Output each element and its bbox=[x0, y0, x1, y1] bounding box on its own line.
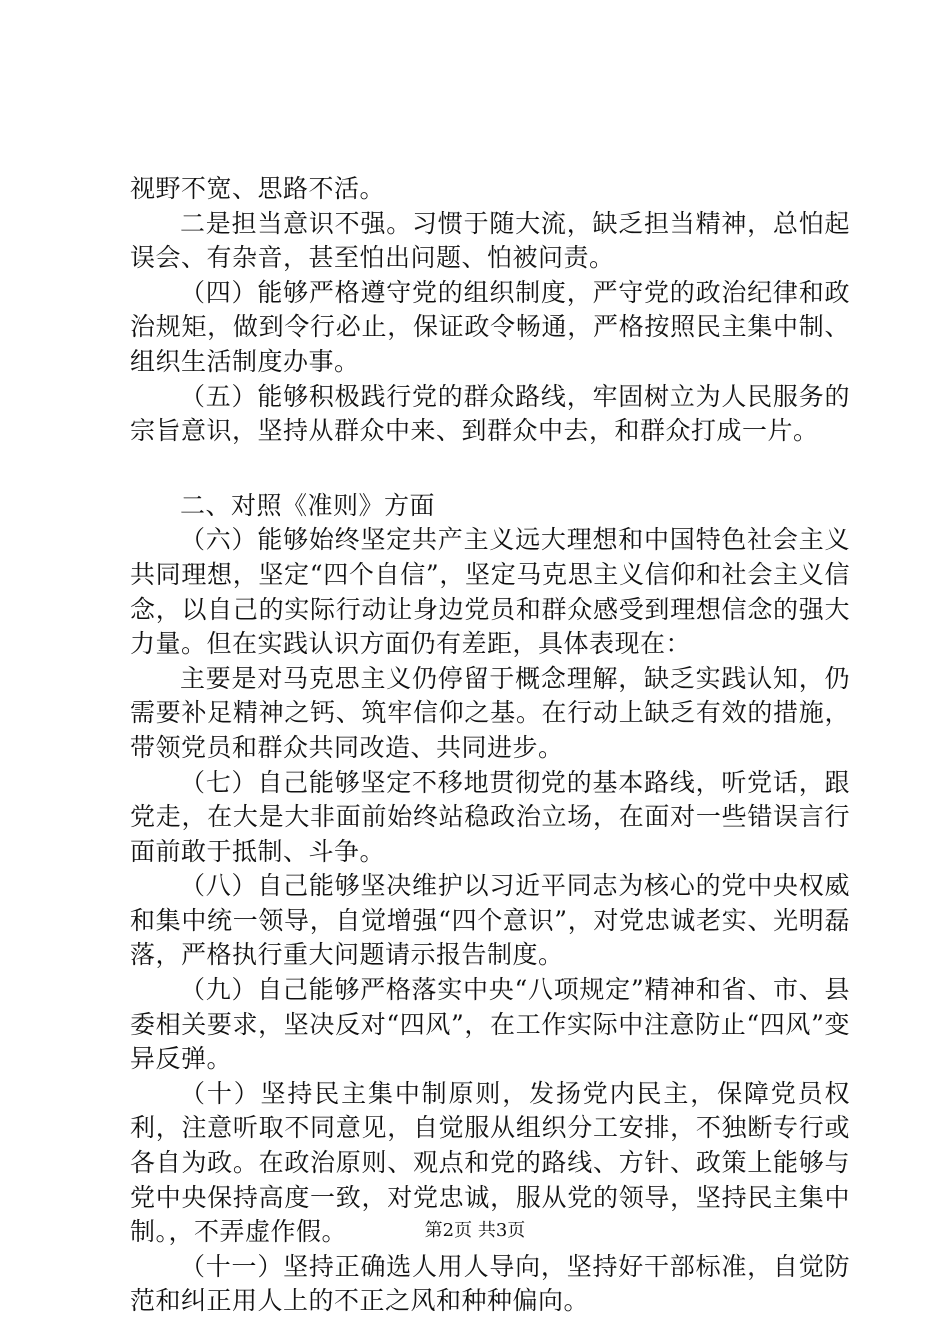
paragraph-item-10: （十）坚持民主集中制原则，发扬党内民主，保障党员权利，注意听取不同意见，自觉服从组织分工安排，不独断专行或各自为政。在政治原则、观点和党的路线、方针、政策上能够与党中央保持高度一致，对党忠诚，服从党的领导，坚持民主集中制。，不弄虚作假。 bbox=[130, 1078, 850, 1247]
page-footer bbox=[0, 1216, 950, 1242]
paragraph-main-issue: 主要是对马克思主义仍停留于概念理解，缺乏实践认知，仍需要补足精神之钙、筑牢信仰之基。在行动上缺乏有效的措施，带领党员和群众共同改造、共同进步。 bbox=[130, 663, 850, 762]
paragraph-item-9: （九）自己能够严格落实中央“八项规定”精神和省、市、县委相关要求，坚决反对“四风”，在工作实际中注意防止“四风”变异反弹。 bbox=[130, 975, 850, 1074]
paragraph-continuation: 视野不宽、思路不活。 bbox=[130, 174, 386, 203]
paragraph-item-11: （十一）坚持正确选人用人导向，坚持好干部标准，自觉防范和纠正用人上的不正之风和种种偏向。 bbox=[130, 1251, 850, 1316]
paragraph-item-5: （五）能够积极践行党的群众路线，牢固树立为人民服务的宗旨意识，坚持从群众中来、到群众中去，和群众打成一片。 bbox=[130, 381, 850, 446]
paragraph-item-7: （七）自己能够坚定不移地贯彻党的基本路线，听党话，跟党走，在大是大非面前始终站稳政治立场，在面对一些错误言行面前敢于抵制、斗争。 bbox=[130, 767, 850, 866]
paragraph-item-8: （八）自己能够坚决维护以习近平同志为核心的党中央权威和集中统一领导，自觉增强“四个意识”，对党忠诚老实、光明磊落，严格执行重大问题请示报告制度。 bbox=[130, 871, 850, 970]
section-heading-guidelines: 二、对照《准则》方面 bbox=[180, 490, 436, 520]
paragraph-item-4: （四）能够严格遵守党的组织制度，严守党的政治纪律和政治规矩，做到令行必止，保证政令畅通，严格按照民主集中制、组织生活制度办事。 bbox=[130, 277, 850, 376]
paragraph-responsibility-awareness: 二是担当意识不强。习惯于随大流，缺乏担当精神，总怕起误会、有杂音，甚至怕出问题、怕被问责。 bbox=[130, 208, 850, 273]
document-body bbox=[130, 172, 850, 1319]
paragraph-item-6: （六）能够始终坚定共产主义远大理想和中国特色社会主义共同理想，坚定“四个自信”，坚定马克思主义信仰和社会主义信念，以自己的实际行动让身边党员和群众感受到理想信念的强大力量。但在实践认识方面仍有差距，具体表现在： bbox=[130, 525, 850, 659]
page-number: 第2页 共3页 bbox=[424, 1220, 526, 1241]
